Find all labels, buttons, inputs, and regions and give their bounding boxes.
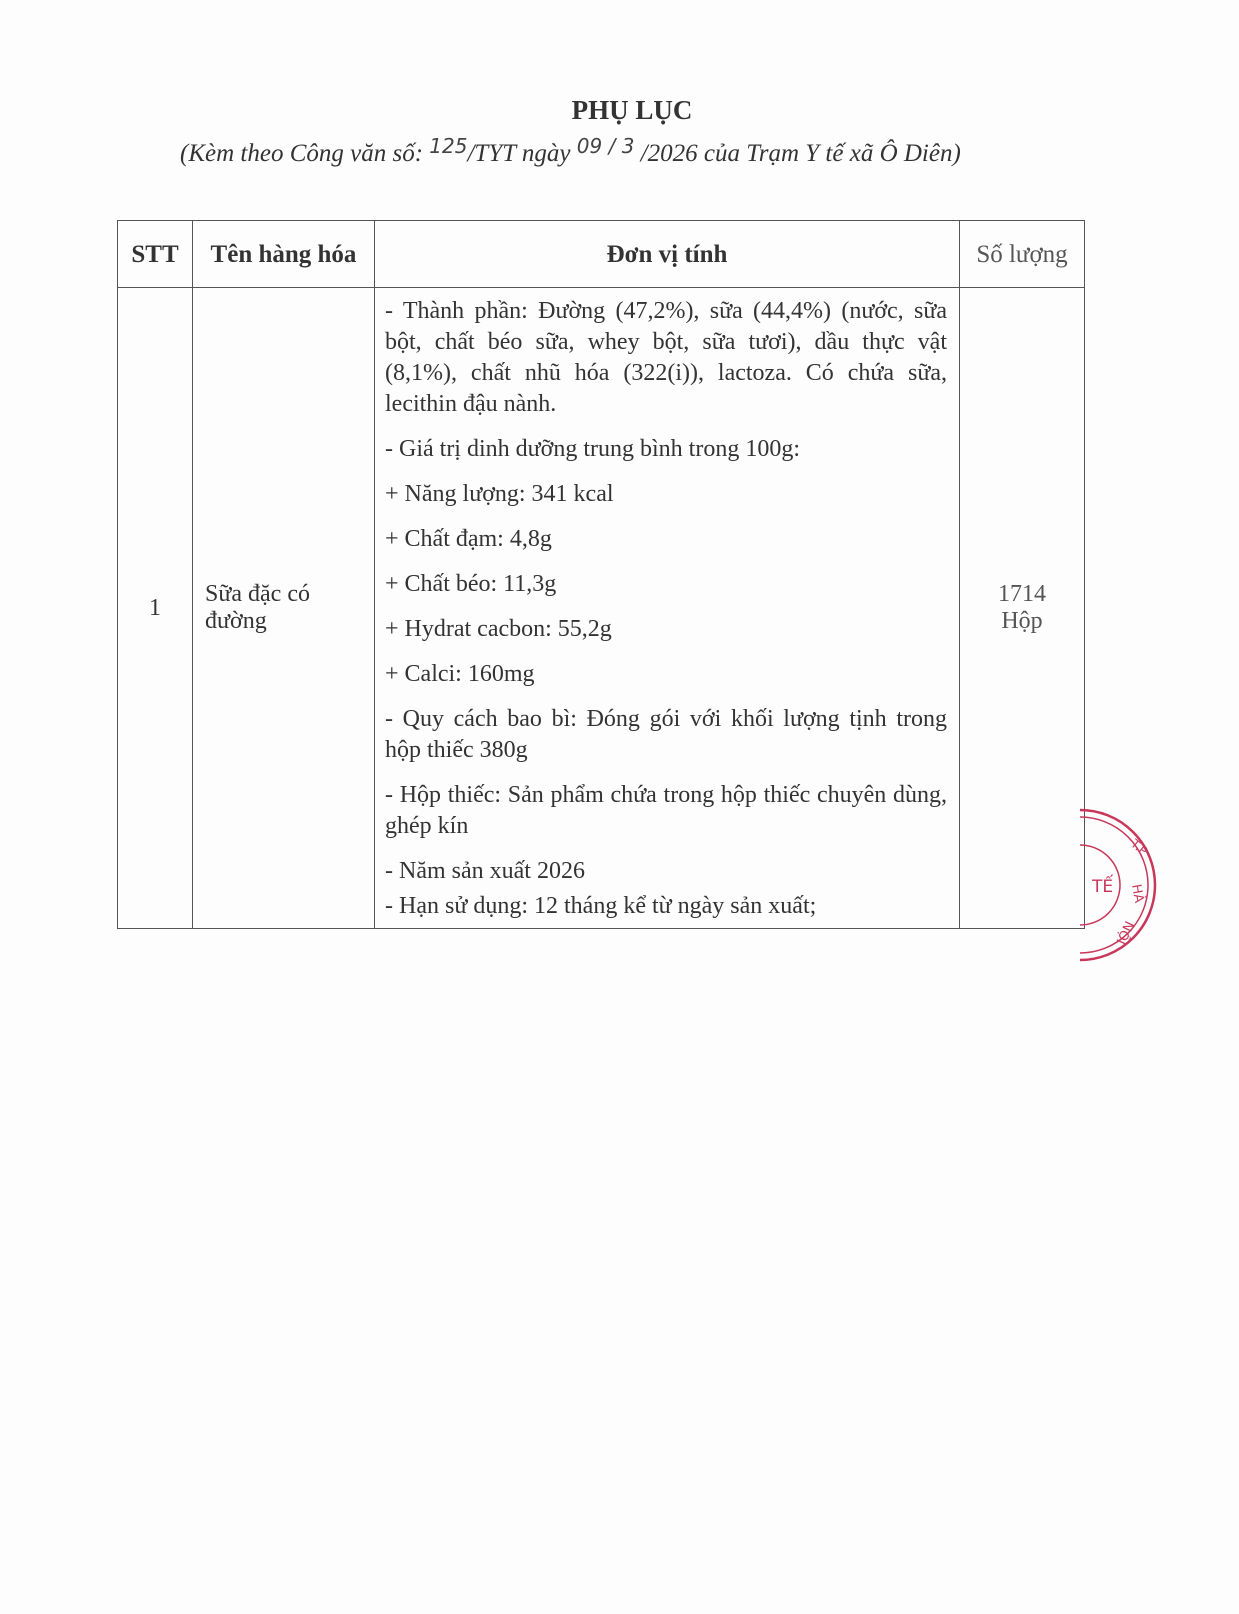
subtitle: [180, 134, 961, 168]
page-title: PHỤ LỤC: [571, 95, 693, 125]
header-quantity: Số lượng: [960, 221, 1085, 288]
detail-line: + Hydrat cacbon: 55,2g: [385, 616, 612, 642]
detail-line: + Chất đạm: 4,8g: [385, 526, 552, 552]
header-stt: STT: [118, 221, 193, 288]
official-stamp-icon: [1080, 795, 1239, 975]
goods-table: [117, 220, 1085, 929]
row-quantity: [960, 288, 1085, 929]
detail-line: - Quy cách bao bì: Đóng gói với khối lượng tịnh trong hộp thiếc 380g: [385, 706, 947, 763]
document-number: 125: [429, 134, 468, 158]
svg-text:NỘI: NỘI: [1112, 918, 1136, 947]
table-header: [118, 221, 1085, 288]
subtitle-prefix: (Kèm theo Công văn số:: [180, 140, 430, 167]
detail-line: + Calci: 160mg: [385, 661, 535, 687]
subtitle-suffix: /2026 của Trạm Y tế xã Ô Diên): [634, 140, 961, 167]
svg-text:TẾ: TẾ: [1092, 877, 1114, 897]
date-separator: /: [602, 134, 622, 158]
detail-line: + Năng lượng: 341 kcal: [385, 481, 614, 507]
svg-text:HÀ: HÀ: [1128, 883, 1147, 905]
detail-line: - Thành phần: Đường (47,2%), sữa (44,4%) (nước, sữa bột, chất béo sữa, whey bột, sữa tươi), dầu thực vật (8,1%), chất nhũ hóa (322(i)), lactoza. Có chứa sữa, lecithin đậu nành.: [385, 298, 947, 417]
detail-line: + Chất béo: 11,3g: [385, 571, 557, 597]
table-row: [118, 288, 1085, 929]
detail-line: - Hộp thiếc: Sản phẩm chứa trong hộp thiếc chuyên dùng, ghép kín: [385, 782, 947, 839]
svg-text:T.P: T.P: [1128, 836, 1151, 859]
header-unit: Đơn vị tính: [375, 221, 960, 288]
quantity-value: 1714: [998, 581, 1046, 607]
header-name: Tên hàng hóa: [193, 221, 375, 288]
date-month: 3: [621, 134, 635, 158]
subtitle-mid: /TYT ngày: [467, 140, 577, 167]
detail-line: - Năm sản xuất 2026: [385, 858, 585, 884]
detail-line: - Giá trị dinh dưỡng trung bình trong 100g:: [385, 436, 800, 462]
row-stt: 1: [118, 288, 193, 929]
row-name: Sữa đặc có đường: [193, 288, 375, 929]
row-details: [375, 288, 960, 929]
detail-line: - Hạn sử dụng: 12 tháng kể từ ngày sản xuất;: [385, 893, 817, 919]
date-day: 09: [576, 134, 603, 158]
quantity-unit: Hộp: [1001, 608, 1043, 634]
